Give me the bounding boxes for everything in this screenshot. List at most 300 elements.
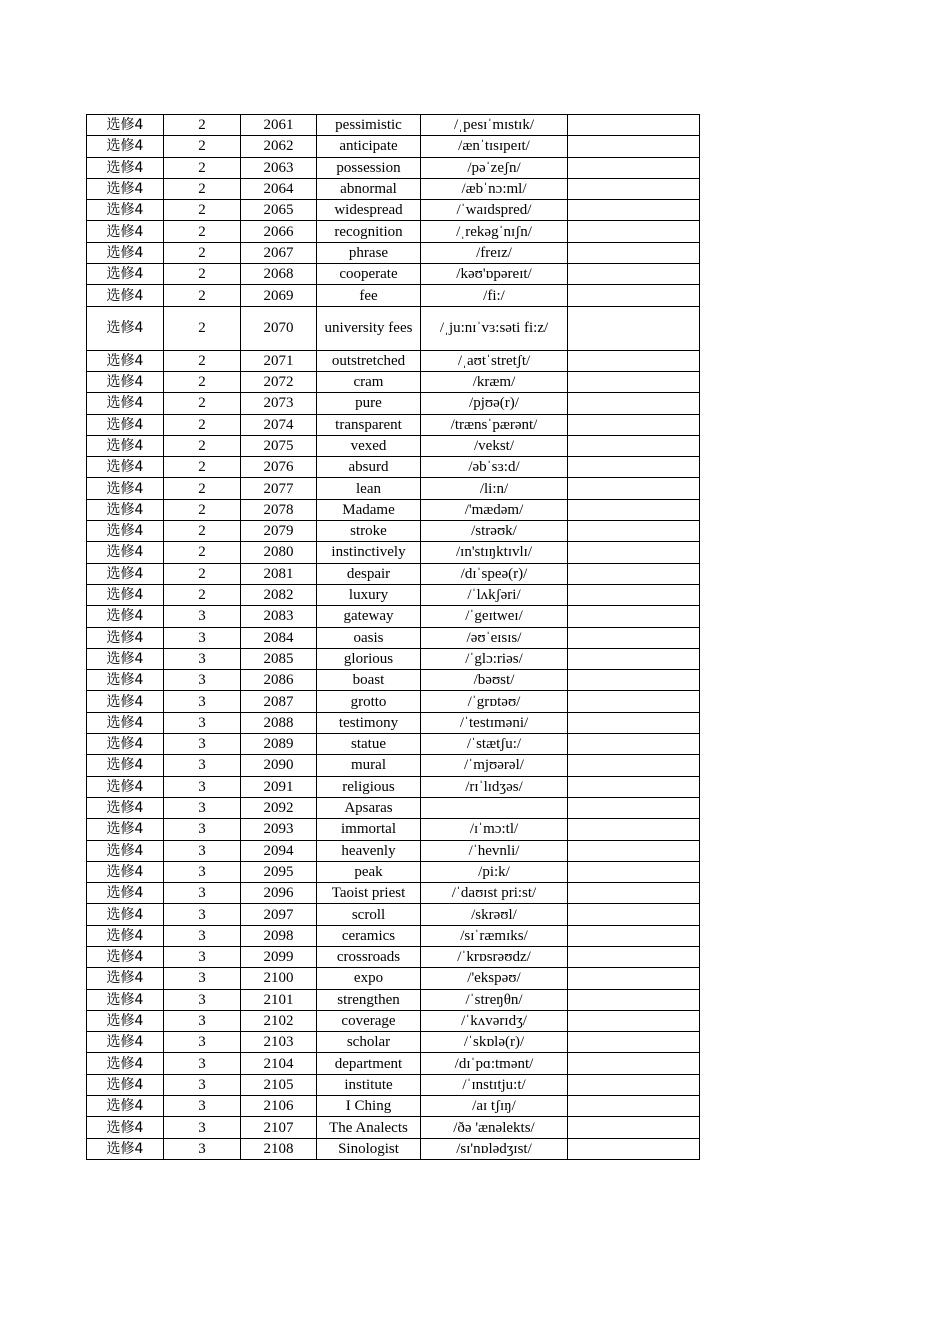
- table-row: [87, 478, 700, 499]
- index-cell: 2106: [241, 1096, 317, 1117]
- table-row: [87, 393, 700, 414]
- note-cell: [568, 776, 700, 797]
- word-cell: cooperate: [317, 264, 421, 285]
- index-cell: 2101: [241, 989, 317, 1010]
- index-cell: 2078: [241, 499, 317, 520]
- word-cell: instinctively: [317, 542, 421, 563]
- index-cell: 2104: [241, 1053, 317, 1074]
- word-cell: I Ching: [317, 1096, 421, 1117]
- phonetic-cell: /trænsˈpærənt/: [421, 414, 568, 435]
- index-cell: 2107: [241, 1117, 317, 1138]
- phonetic-cell: /kræm/: [421, 371, 568, 392]
- module-cell: 选修4: [87, 925, 164, 946]
- phonetic-cell: /skrəʊl/: [421, 904, 568, 925]
- index-cell: 2071: [241, 350, 317, 371]
- table-row: [87, 115, 700, 136]
- table-row: [87, 861, 700, 882]
- unit-cell: 2: [164, 584, 241, 605]
- note-cell: [568, 1032, 700, 1053]
- module-cell: 选修4: [87, 478, 164, 499]
- index-cell: 2070: [241, 306, 317, 350]
- word-cell: scholar: [317, 1032, 421, 1053]
- phonetic-cell: /sɪˈræmɪks/: [421, 925, 568, 946]
- table-row: [87, 819, 700, 840]
- module-cell: 选修4: [87, 1138, 164, 1159]
- table-row: [87, 542, 700, 563]
- phonetic-cell: /ænˈtɪsɪpeɪt/: [421, 136, 568, 157]
- module-cell: 选修4: [87, 157, 164, 178]
- table-row: [87, 136, 700, 157]
- word-cell: heavenly: [317, 840, 421, 861]
- phonetic-cell: /ˈtestɪməni/: [421, 712, 568, 733]
- note-cell: [568, 306, 700, 350]
- module-cell: 选修4: [87, 861, 164, 882]
- note-cell: [568, 925, 700, 946]
- phonetic-cell: /li:n/: [421, 478, 568, 499]
- index-cell: 2100: [241, 968, 317, 989]
- unit-cell: 3: [164, 883, 241, 904]
- index-cell: 2061: [241, 115, 317, 136]
- unit-cell: 2: [164, 264, 241, 285]
- phonetic-cell: /ˈmjʊərəl/: [421, 755, 568, 776]
- unit-cell: 3: [164, 797, 241, 818]
- word-cell: absurd: [317, 457, 421, 478]
- table-row: [87, 755, 700, 776]
- table-row: [87, 1074, 700, 1095]
- module-cell: 选修4: [87, 242, 164, 263]
- module-cell: 选修4: [87, 968, 164, 989]
- module-cell: 选修4: [87, 734, 164, 755]
- module-cell: 选修4: [87, 627, 164, 648]
- index-cell: 2080: [241, 542, 317, 563]
- table-row: [87, 1117, 700, 1138]
- table-row: [87, 776, 700, 797]
- word-cell: recognition: [317, 221, 421, 242]
- note-cell: [568, 1096, 700, 1117]
- index-cell: 2069: [241, 285, 317, 306]
- phonetic-cell: /ɪˈmɔ:tl/: [421, 819, 568, 840]
- unit-cell: 2: [164, 221, 241, 242]
- module-cell: 选修4: [87, 136, 164, 157]
- note-cell: [568, 883, 700, 904]
- module-cell: 选修4: [87, 178, 164, 199]
- note-cell: [568, 221, 700, 242]
- unit-cell: 3: [164, 925, 241, 946]
- word-cell: phrase: [317, 242, 421, 263]
- module-cell: 选修4: [87, 435, 164, 456]
- unit-cell: 3: [164, 627, 241, 648]
- table-row: [87, 1010, 700, 1031]
- index-cell: 2086: [241, 670, 317, 691]
- word-cell: transparent: [317, 414, 421, 435]
- unit-cell: 2: [164, 115, 241, 136]
- phonetic-cell: /ˈɪnstɪtju:t/: [421, 1074, 568, 1095]
- note-cell: [568, 563, 700, 584]
- unit-cell: 2: [164, 157, 241, 178]
- unit-cell: 3: [164, 1117, 241, 1138]
- phonetic-cell: /bəʊst/: [421, 670, 568, 691]
- phonetic-cell: /ˈstreŋθn/: [421, 989, 568, 1010]
- word-cell: widespread: [317, 200, 421, 221]
- unit-cell: 2: [164, 435, 241, 456]
- index-cell: 2067: [241, 242, 317, 263]
- word-cell: mural: [317, 755, 421, 776]
- word-cell: department: [317, 1053, 421, 1074]
- table-row: [87, 1032, 700, 1053]
- phonetic-cell: /pjʊə(r)/: [421, 393, 568, 414]
- table-row: [87, 285, 700, 306]
- word-cell: Sinologist: [317, 1138, 421, 1159]
- word-cell: expo: [317, 968, 421, 989]
- unit-cell: 3: [164, 1053, 241, 1074]
- table-row: [87, 221, 700, 242]
- table-row: [87, 712, 700, 733]
- vocabulary-table: [86, 114, 700, 1160]
- unit-cell: 3: [164, 1074, 241, 1095]
- word-cell: lean: [317, 478, 421, 499]
- phonetic-cell: /ˈhevnli/: [421, 840, 568, 861]
- phonetic-cell: /əbˈsɜ:d/: [421, 457, 568, 478]
- module-cell: 选修4: [87, 797, 164, 818]
- word-cell: scroll: [317, 904, 421, 925]
- phonetic-cell: /sɪ'nɒlədʒɪst/: [421, 1138, 568, 1159]
- word-cell: luxury: [317, 584, 421, 605]
- phonetic-cell: /rɪˈlɪdʒəs/: [421, 776, 568, 797]
- index-cell: 2092: [241, 797, 317, 818]
- module-cell: 选修4: [87, 819, 164, 840]
- index-cell: 2063: [241, 157, 317, 178]
- note-cell: [568, 178, 700, 199]
- table-row: [87, 584, 700, 605]
- unit-cell: 3: [164, 1138, 241, 1159]
- module-cell: 选修4: [87, 1010, 164, 1031]
- table-row: [87, 264, 700, 285]
- note-cell: [568, 478, 700, 499]
- word-cell: possession: [317, 157, 421, 178]
- index-cell: 2062: [241, 136, 317, 157]
- unit-cell: 3: [164, 946, 241, 967]
- unit-cell: 3: [164, 691, 241, 712]
- phonetic-cell: /'ekspəʊ/: [421, 968, 568, 989]
- table-row: [87, 840, 700, 861]
- phonetic-cell: /ˈkrɒsrəʊdz/: [421, 946, 568, 967]
- word-cell: despair: [317, 563, 421, 584]
- index-cell: 2082: [241, 584, 317, 605]
- phonetic-cell: /ˈlʌkʃəri/: [421, 584, 568, 605]
- phonetic-cell: /ðə 'ænəlekts/: [421, 1117, 568, 1138]
- index-cell: 2099: [241, 946, 317, 967]
- note-cell: [568, 285, 700, 306]
- note-cell: [568, 819, 700, 840]
- note-cell: [568, 457, 700, 478]
- note-cell: [568, 797, 700, 818]
- note-cell: [568, 691, 700, 712]
- table-row: [87, 350, 700, 371]
- table-row: [87, 157, 700, 178]
- index-cell: 2066: [241, 221, 317, 242]
- phonetic-cell: /ˈskɒlə(r)/: [421, 1032, 568, 1053]
- index-cell: 2083: [241, 606, 317, 627]
- table-row: [87, 904, 700, 925]
- table-row: [87, 1138, 700, 1159]
- index-cell: 2077: [241, 478, 317, 499]
- unit-cell: 2: [164, 178, 241, 199]
- unit-cell: 3: [164, 776, 241, 797]
- unit-cell: 3: [164, 755, 241, 776]
- table-row: [87, 1096, 700, 1117]
- index-cell: 2095: [241, 861, 317, 882]
- module-cell: 选修4: [87, 414, 164, 435]
- unit-cell: 2: [164, 542, 241, 563]
- note-cell: [568, 157, 700, 178]
- index-cell: 2090: [241, 755, 317, 776]
- index-cell: 2076: [241, 457, 317, 478]
- note-cell: [568, 989, 700, 1010]
- word-cell: vexed: [317, 435, 421, 456]
- unit-cell: 3: [164, 712, 241, 733]
- index-cell: 2097: [241, 904, 317, 925]
- unit-cell: 2: [164, 393, 241, 414]
- unit-cell: 3: [164, 989, 241, 1010]
- module-cell: 选修4: [87, 584, 164, 605]
- phonetic-cell: /freɪz/: [421, 242, 568, 263]
- index-cell: 2096: [241, 883, 317, 904]
- phonetic-cell: /pəˈzeʃn/: [421, 157, 568, 178]
- word-cell: cram: [317, 371, 421, 392]
- unit-cell: 3: [164, 904, 241, 925]
- note-cell: [568, 755, 700, 776]
- unit-cell: 3: [164, 606, 241, 627]
- table-row: [87, 435, 700, 456]
- table-row: [87, 925, 700, 946]
- unit-cell: 2: [164, 563, 241, 584]
- word-cell: anticipate: [317, 136, 421, 157]
- unit-cell: 2: [164, 350, 241, 371]
- table-row: [87, 627, 700, 648]
- unit-cell: 3: [164, 1010, 241, 1031]
- note-cell: [568, 584, 700, 605]
- module-cell: 选修4: [87, 499, 164, 520]
- table-row: [87, 563, 700, 584]
- unit-cell: 2: [164, 306, 241, 350]
- module-cell: 选修4: [87, 1053, 164, 1074]
- unit-cell: 2: [164, 457, 241, 478]
- word-cell: statue: [317, 734, 421, 755]
- note-cell: [568, 136, 700, 157]
- note-cell: [568, 371, 700, 392]
- module-cell: 选修4: [87, 350, 164, 371]
- module-cell: 选修4: [87, 200, 164, 221]
- module-cell: 选修4: [87, 883, 164, 904]
- unit-cell: 3: [164, 968, 241, 989]
- index-cell: 2094: [241, 840, 317, 861]
- unit-cell: 3: [164, 670, 241, 691]
- phonetic-cell: /vekst/: [421, 435, 568, 456]
- phonetic-cell: /dɪˈpɑ:tmənt/: [421, 1053, 568, 1074]
- note-cell: [568, 904, 700, 925]
- word-cell: Apsaras: [317, 797, 421, 818]
- note-cell: [568, 264, 700, 285]
- module-cell: 选修4: [87, 393, 164, 414]
- module-cell: 选修4: [87, 371, 164, 392]
- note-cell: [568, 1117, 700, 1138]
- phonetic-cell: /ˌju:nɪˈvɜ:səti fi:z/: [421, 306, 568, 350]
- index-cell: 2108: [241, 1138, 317, 1159]
- index-cell: 2103: [241, 1032, 317, 1053]
- table-row: [87, 414, 700, 435]
- note-cell: [568, 946, 700, 967]
- index-cell: 2091: [241, 776, 317, 797]
- module-cell: 选修4: [87, 904, 164, 925]
- note-cell: [568, 542, 700, 563]
- word-cell: glorious: [317, 648, 421, 669]
- table-row: [87, 178, 700, 199]
- table-row: [87, 883, 700, 904]
- phonetic-cell: /dɪˈspeə(r)/: [421, 563, 568, 584]
- table-row: [87, 946, 700, 967]
- unit-cell: 3: [164, 648, 241, 669]
- note-cell: [568, 1074, 700, 1095]
- table-row: [87, 797, 700, 818]
- unit-cell: 2: [164, 521, 241, 542]
- word-cell: abnormal: [317, 178, 421, 199]
- unit-cell: 3: [164, 861, 241, 882]
- word-cell: boast: [317, 670, 421, 691]
- phonetic-cell: /ɪn'stɪŋktɪvlɪ/: [421, 542, 568, 563]
- module-cell: 选修4: [87, 1096, 164, 1117]
- table-row: [87, 670, 700, 691]
- word-cell: crossroads: [317, 946, 421, 967]
- table-row: [87, 200, 700, 221]
- note-cell: [568, 648, 700, 669]
- index-cell: 2075: [241, 435, 317, 456]
- phonetic-cell: /fi:/: [421, 285, 568, 306]
- phonetic-cell: /ˌpesɪˈmɪstɪk/: [421, 115, 568, 136]
- unit-cell: 2: [164, 136, 241, 157]
- index-cell: 2074: [241, 414, 317, 435]
- table-row: [87, 606, 700, 627]
- word-cell: gateway: [317, 606, 421, 627]
- unit-cell: 3: [164, 819, 241, 840]
- module-cell: 选修4: [87, 670, 164, 691]
- word-cell: institute: [317, 1074, 421, 1095]
- note-cell: [568, 521, 700, 542]
- word-cell: The Analects: [317, 1117, 421, 1138]
- phonetic-cell: /əʊˈeɪsɪs/: [421, 627, 568, 648]
- module-cell: 选修4: [87, 755, 164, 776]
- word-cell: outstretched: [317, 350, 421, 371]
- phonetic-cell: /ˈstætʃu:/: [421, 734, 568, 755]
- unit-cell: 2: [164, 371, 241, 392]
- phonetic-cell: /ˈglɔ:riəs/: [421, 648, 568, 669]
- word-cell: coverage: [317, 1010, 421, 1031]
- index-cell: 2089: [241, 734, 317, 755]
- note-cell: [568, 861, 700, 882]
- phonetic-cell: /ˈgeɪtweɪ/: [421, 606, 568, 627]
- note-cell: [568, 435, 700, 456]
- module-cell: 选修4: [87, 285, 164, 306]
- index-cell: 2064: [241, 178, 317, 199]
- index-cell: 2081: [241, 563, 317, 584]
- module-cell: 选修4: [87, 1074, 164, 1095]
- word-cell: grotto: [317, 691, 421, 712]
- table-row: [87, 499, 700, 520]
- phonetic-cell: /ˈdaʊɪst pri:st/: [421, 883, 568, 904]
- table-row: [87, 989, 700, 1010]
- index-cell: 2072: [241, 371, 317, 392]
- phonetic-cell: /ˌaʊtˈstretʃt/: [421, 350, 568, 371]
- unit-cell: 2: [164, 414, 241, 435]
- phonetic-cell: /ˈkʌvərɪdʒ/: [421, 1010, 568, 1031]
- module-cell: 选修4: [87, 457, 164, 478]
- table-row: [87, 242, 700, 263]
- table-row: [87, 968, 700, 989]
- note-cell: [568, 670, 700, 691]
- table-row: [87, 734, 700, 755]
- module-cell: 选修4: [87, 1117, 164, 1138]
- index-cell: 2073: [241, 393, 317, 414]
- note-cell: [568, 350, 700, 371]
- word-cell: university fees: [317, 306, 421, 350]
- module-cell: 选修4: [87, 606, 164, 627]
- note-cell: [568, 712, 700, 733]
- phonetic-cell: /strəʊk/: [421, 521, 568, 542]
- module-cell: 选修4: [87, 691, 164, 712]
- note-cell: [568, 115, 700, 136]
- table-row: [87, 371, 700, 392]
- phonetic-cell: /ˈgrɒtəʊ/: [421, 691, 568, 712]
- note-cell: [568, 200, 700, 221]
- word-cell: stroke: [317, 521, 421, 542]
- note-cell: [568, 840, 700, 861]
- module-cell: 选修4: [87, 712, 164, 733]
- module-cell: 选修4: [87, 648, 164, 669]
- module-cell: 选修4: [87, 542, 164, 563]
- note-cell: [568, 627, 700, 648]
- word-cell: testimony: [317, 712, 421, 733]
- phonetic-cell: /'mædəm/: [421, 499, 568, 520]
- phonetic-cell: /ˌrekəgˈnɪʃn/: [421, 221, 568, 242]
- word-cell: oasis: [317, 627, 421, 648]
- note-cell: [568, 1010, 700, 1031]
- module-cell: 选修4: [87, 776, 164, 797]
- unit-cell: 2: [164, 499, 241, 520]
- module-cell: 选修4: [87, 989, 164, 1010]
- module-cell: 选修4: [87, 221, 164, 242]
- module-cell: 选修4: [87, 946, 164, 967]
- note-cell: [568, 606, 700, 627]
- note-cell: [568, 393, 700, 414]
- word-cell: immortal: [317, 819, 421, 840]
- word-cell: fee: [317, 285, 421, 306]
- unit-cell: 3: [164, 734, 241, 755]
- index-cell: 2105: [241, 1074, 317, 1095]
- vocabulary-table-body: [87, 115, 700, 1160]
- index-cell: 2098: [241, 925, 317, 946]
- index-cell: 2079: [241, 521, 317, 542]
- word-cell: ceramics: [317, 925, 421, 946]
- word-cell: strengthen: [317, 989, 421, 1010]
- unit-cell: 2: [164, 242, 241, 263]
- table-row: [87, 457, 700, 478]
- index-cell: 2065: [241, 200, 317, 221]
- word-cell: religious: [317, 776, 421, 797]
- module-cell: 选修4: [87, 521, 164, 542]
- index-cell: 2093: [241, 819, 317, 840]
- note-cell: [568, 968, 700, 989]
- phonetic-cell: /aɪ tʃɪŋ/: [421, 1096, 568, 1117]
- word-cell: Taoist priest: [317, 883, 421, 904]
